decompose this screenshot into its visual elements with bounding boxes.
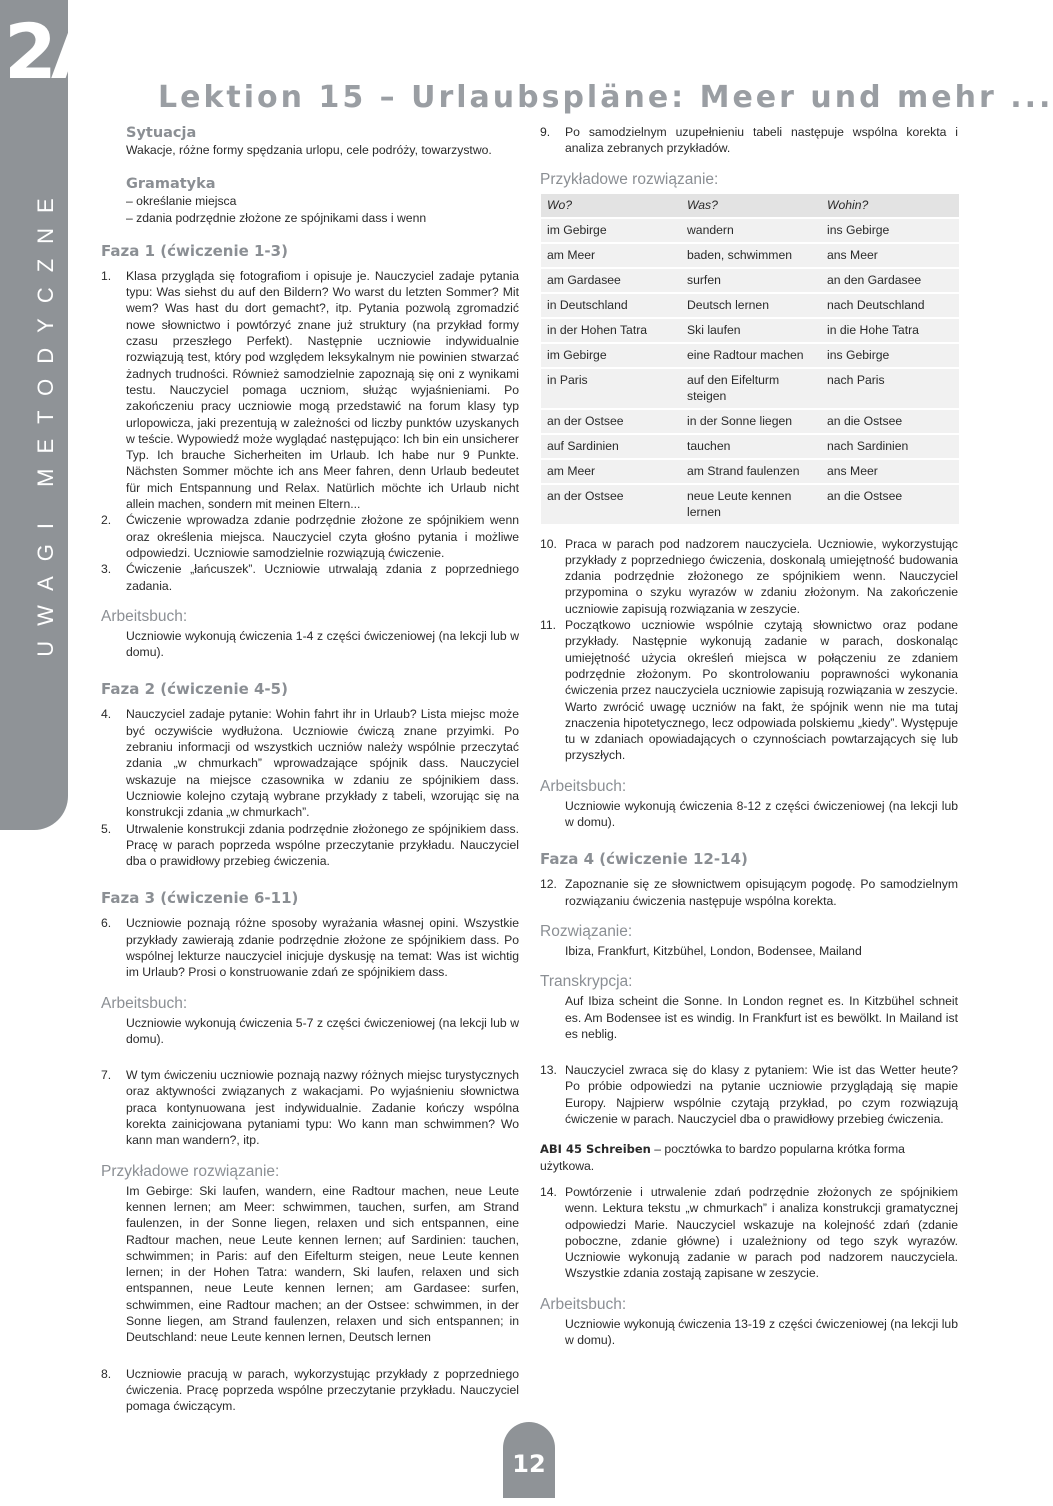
- item-text: Początkowo uczniowie wspólnie czytają słownictwo oraz podane przykłady. Następnie wykonują zadanie w parach, doskonaląc umiejętność użycia określeń miejsca w połączeniu ze zdaniem podrzędnie złożonym. Po skontrolowaniu poprawności wykonania ćwiczenia przez nauczyciela uczniowie zapisują rozwiązania w zeszycie. Warto zwrócić uwagę uczniów na fakt, że spójnik wenn nie ma tutaj znaczenia hipotetycznego, lecz odpowiada polskiemu „kiedy”. Występuje tu w zdaniach opowiadających o czynnościach powtarzających się lub przyszłych.: [565, 618, 958, 763]
- sidebar-vertical-label: UWAGI METODYCZNE: [33, 183, 58, 657]
- arbeitsbuch-text: Uczniowie wykonują ćwiczenia 5-7 z części ćwiczeniowej (na lekcji lub w domu).: [126, 1015, 519, 1046]
- table-cell: in die Hohe Tatra: [821, 318, 959, 343]
- table-cell: auf den Eifelturm steigen: [681, 368, 821, 409]
- faza4-heading: Faza 4 (ćwiczenie 12-14): [540, 850, 748, 869]
- table-row: [541, 243, 959, 268]
- item-number: 4.: [101, 707, 112, 722]
- przyk-heading: Przykładowe rozwiązanie:: [540, 170, 719, 188]
- table-header-cell: Wo?: [541, 194, 681, 218]
- table-cell: ans Meer: [821, 459, 959, 484]
- list-item: [101, 706, 519, 820]
- list-item: [101, 561, 519, 594]
- table-cell: im Gebirge: [541, 343, 681, 368]
- table-header-row: [541, 194, 959, 218]
- table-cell: wandern: [681, 218, 821, 243]
- table-row: [541, 218, 959, 243]
- przyk-text: Im Gebirge: Ski laufen, wandern, eine Radtour machen, neue Leute kennen lernen; am Meer: schwimmen, tauchen, surfen, am Strand faulenzen, in der Sonne liegen, relaxen und sich entspannen, eine Radtour machen, neue Leute kennen lernen; auf Sardinien: tauchen, schwimmen; in Paris: auf den Eifelturm steigen, neue Leute kennen lernen; in der Hohen Tatra: wandern, Ski laufen, relaxen und sich entspannen, neue Leute kennen lernen; am Gardasee: surfen, schwimmen, eine Radtour machen; an der Ostsee: schwimmen, in der Sonne liegen, am Strand faulenzen, relaxen und sich entspannen; in Deutschland: neue Leute kennen lernen, Deutsch lernen: [126, 1183, 519, 1345]
- table-row: [541, 434, 959, 459]
- table-cell: ins Gebirge: [821, 218, 959, 243]
- item-text: Utrwalenie konstrukcji zdania podrzędnie złożonego ze spójnikiem dass. Pracę w parach poprzeda wspólne przeczytanie przykładu. Nauczyciel dba o prawidłowy przebieg ćwiczenia.: [126, 821, 519, 869]
- list-item: [101, 268, 519, 512]
- item-number: 3.: [101, 562, 112, 577]
- page-number: 12: [503, 1422, 555, 1498]
- arbeitsbuch-text: Uczniowie wykonują ćwiczenia 13-19 z części ćwiczeniowej (na lekcji lub w domu).: [565, 1316, 958, 1347]
- gramatyka-item: – zdania podrzędnie złożone ze spójnikami dass i wenn: [126, 210, 427, 225]
- abi-text: – pocztówka to bardzo popularna krótka forma użytkowa.: [540, 1142, 905, 1173]
- item-number: 11.: [540, 618, 557, 633]
- item-number: 8.: [101, 1366, 112, 1381]
- list-item: [101, 1366, 519, 1415]
- table-cell: am Strand faulenzen: [681, 459, 821, 484]
- list-item: [540, 124, 958, 157]
- table-cell: an der Ostsee: [541, 484, 681, 525]
- item-number: 5.: [101, 821, 112, 836]
- abi-label: ABI 45 Schreiben: [540, 1142, 651, 1157]
- item-number: 9.: [540, 125, 551, 139]
- item-number: 12.: [540, 877, 557, 892]
- table-cell: ins Gebirge: [821, 343, 959, 368]
- list-item: [540, 1062, 958, 1127]
- item-number: 7.: [101, 1068, 112, 1083]
- item-text: Nauczyciel zwraca się do klasy z pytaniem: Wie ist das Wetter heute? Po próbie odpowiedzi na pytanie uczniowie przyglądają się mapie Europy. Najpierw wspólnie czytają przykład, po czym rozwiązują ćwiczenie w parach. Nauczyciel dba o prawidłowy przebieg ćwiczenia.: [565, 1063, 958, 1127]
- item-text: Uczniowie pracują w parach, wykorzystując przykłady z poprzedniego ćwiczenia. Pracę poprzeda wspólne przeczytanie przykładu. Nauczyciel pomaga ćwiczącym.: [126, 1366, 519, 1414]
- table-cell: neue Leute kennen lernen: [681, 484, 821, 525]
- table-cell: am Meer: [541, 459, 681, 484]
- item-text: W tym ćwiczeniu uczniowie poznają nazwy różnych miejsc turystycznych oraz aktywności związanych z wakacjami. Po wyjaśnieniu słownictwa praca kontynuowana jest indywidualnie. Zadanie kończy wspólna korekta zainicjowana pytaniami typu: Wo kann man schwimmen? Wo kann man wandern?, itp.: [126, 1068, 519, 1148]
- chapter-code: 2A: [4, 7, 104, 96]
- table-cell: nach Deutschland: [821, 293, 959, 318]
- left-column: [101, 124, 519, 1415]
- item-text: Powtórzenie i utrwalenie zdań podrzędnie złożonych ze spójnikiem wenn. Lektura tekstu „w chmurkach” i analiza konstrukcji gramatycznej odpowiedzi Marie. Nauczyciel wskazuje na kolejność zdań (zdanie poboczne, zdanie główne) i uzależniony od tego szyk wyrazów. Uczniowie wykonują zadanie w parach pod nadzorem nauczyciela. Wszystkie zdania zostają zapisane w zeszycie.: [565, 1184, 958, 1281]
- list-item: [540, 617, 958, 764]
- item-text: Praca w parach pod nadzorem nauczyciela. Uczniowie, wykorzystując przykłady z poprzedniego ćwiczenia, doskonalą umiejętność budowania zdania podrzędnie złożonego ze spójnikiem wenn. Nauczyciel przypomina o szyku wyrazów w zdaniu złożonym. Na zakończenie uczniowie zapisują rozwiązania w zeszycie.: [565, 536, 958, 616]
- list-item: [540, 1184, 958, 1282]
- gramatyka-heading: Gramatyka: [126, 176, 216, 193]
- table-cell: am Meer: [541, 243, 681, 268]
- table-cell: in der Sonne liegen: [681, 409, 821, 434]
- list-item: [540, 536, 958, 617]
- faza2-heading: Faza 2 (ćwiczenie 4-5): [101, 680, 288, 699]
- faza3-heading: Faza 3 (ćwiczenie 6-11): [101, 889, 299, 908]
- abi-note: [540, 1141, 958, 1174]
- table-cell: eine Radtour machen: [681, 343, 821, 368]
- transkrypcja-heading: Transkrypcja:: [540, 973, 633, 991]
- table-row: [541, 268, 959, 293]
- solution-table: [541, 194, 959, 526]
- table-cell: an den Gardasee: [821, 268, 959, 293]
- item-text: Nauczyciel zadaje pytanie: Wohin fahrt ihr in Urlaub? Lista miejsc może być oczywiście wydłużona. Uczniowie ćwiczą znane przyimki. Po zebraniu informacji od wszystkich uczniów należy wspólnie przeczytać zdania „w chmurkach” wprowadzające spójnik dass. Nauczyciel wskazuje na miejsce czasownika w zdaniu ze spójnikiem dass. Uczniowie kolejno czytają wybrane przykłady z tabeli, wzorując się na konstrukcji zdania „w chmurkach”.: [126, 707, 519, 820]
- gramatyka-item: – określanie miejsca: [126, 194, 237, 209]
- table-row: [541, 318, 959, 343]
- table-cell: in Paris: [541, 368, 681, 409]
- sytuacja-heading: Sytuacja: [126, 125, 197, 141]
- rozwiazanie-heading: Rozwiązanie:: [540, 922, 633, 940]
- przyk-heading: Przykładowe rozwiązanie:: [101, 1162, 280, 1180]
- table-cell: nach Sardinien: [821, 434, 959, 459]
- table-cell: baden, schwimmen: [681, 243, 821, 268]
- item-number: 10.: [540, 536, 557, 551]
- table-cell: im Gebirge: [541, 218, 681, 243]
- arbeitsbuch-text: Uczniowie wykonują ćwiczenia 1-4 z części ćwiczeniowej (na lekcji lub w domu).: [126, 628, 519, 660]
- page-title: Lektion 15 – Urlaubspläne: Meer und mehr ...: [158, 80, 1053, 115]
- item-number: 2.: [101, 513, 112, 528]
- table-cell: tauchen: [681, 434, 821, 459]
- right-column: [540, 124, 958, 1348]
- transkrypcja-text: Auf Ibiza scheint die Sonne. In London regnet es. In Kitzbühel schneit es. Am Bodensee ist es windig. In Frankfurt ist es bewölkt. In Mailand ist es neblig.: [565, 994, 958, 1041]
- list-item: [101, 1067, 519, 1148]
- arbeitsbuch-heading: Arbeitsbuch:: [101, 994, 188, 1012]
- item-text: Uczniowie poznają różne sposoby wyrażania własnej opini. Wszystkie przykłady zawierają zdanie podrzędnie złożone ze spójnikiem dass. Po wspólnej lekturze nauczyciel inicjuje dyskusję na temat: Was ist wichtig im Urlaub? Prosi o konstruowanie zdań ze spójnikiem dass.: [126, 916, 519, 980]
- table-cell: in Deutschland: [541, 293, 681, 318]
- list-item: [101, 915, 519, 980]
- table-header-cell: Was?: [681, 194, 821, 218]
- arbeitsbuch-heading: Arbeitsbuch:: [540, 777, 627, 795]
- list-item: [101, 821, 519, 870]
- item-number: 6.: [101, 916, 112, 931]
- table-cell: Deutsch lernen: [681, 293, 821, 318]
- sytuacja-text: Wakacje, różne formy spędzania urlopu, cele podróży, towarzystwo.: [126, 143, 492, 157]
- table-cell: Ski laufen: [681, 318, 821, 343]
- sidebar-band: [0, 0, 104, 830]
- list-item: [540, 876, 958, 909]
- table-cell: an der Ostsee: [541, 409, 681, 434]
- table-row: [541, 409, 959, 434]
- table-row: [541, 293, 959, 318]
- faza1-heading: Faza 1 (ćwiczenie 1-3): [101, 241, 288, 260]
- table-cell: nach Paris: [821, 368, 959, 409]
- item-number: 14.: [540, 1184, 557, 1199]
- item-number: 13.: [540, 1063, 557, 1078]
- rozwiazanie-text: Ibiza, Frankfurt, Kitzbühel, London, Bodensee, Mailand: [565, 943, 862, 958]
- arbeitsbuch-heading: Arbeitsbuch:: [540, 1295, 627, 1313]
- list-item: [101, 512, 519, 561]
- table-row: [541, 484, 959, 525]
- table-cell: in der Hohen Tatra: [541, 318, 681, 343]
- table-cell: auf Sardinien: [541, 434, 681, 459]
- arbeitsbuch-text: Uczniowie wykonują ćwiczenia 8-12 z części ćwiczeniowej (na lekcji lub w domu).: [565, 798, 958, 830]
- table-row: [541, 368, 959, 409]
- table-cell: am Gardasee: [541, 268, 681, 293]
- item-text: Zapoznanie się ze słownictwem opisującym pogodę. Po samodzielnym rozwiązaniu ćwiczenia następuje wspólna korekta.: [565, 877, 958, 908]
- item-number: 1.: [101, 268, 112, 283]
- item-text: Ćwiczenie „łańcuszek”. Uczniowie utrwalają zdania z poprzedniego zadania.: [126, 562, 519, 593]
- table-cell: surfen: [681, 268, 821, 293]
- table-cell: an die Ostsee: [821, 484, 959, 525]
- table-cell: ans Meer: [821, 243, 959, 268]
- item-text: Ćwiczenie wprowadza zdanie podrzędnie złożone ze spójnikiem wenn oraz określenia miejsca. Nauczyciel czyta głośno pytania i możliwe odpowiedzi. Uczniowie samodzielnie rozwiązują ćwiczenie.: [126, 513, 519, 560]
- item-text: Po samodzielnym uzupełnieniu tabeli następuje wspólna korekta i analiza zebranych przykładów.: [565, 125, 958, 156]
- table-cell: an die Ostsee: [821, 409, 959, 434]
- table-row: [541, 343, 959, 368]
- table-row: [541, 459, 959, 484]
- table-header-cell: Wohin?: [821, 194, 959, 218]
- item-text: Klasa przygląda się fotografiom i opisuje je. Nauczyciel zadaje pytania typu: Was siehst du auf den Bildern? Wo warst du letzten Sommer? Mit wem? Was hast du dort gemacht?, itp. Pytania pozwolą zgromadzić nowe słownictwo i powtórzyć znane już struktury (na przykład formy czasu przeszłego Perfekt). Następnie uczniowie indywidualnie rozwiązują test, który pod względem leksykalnym nie powinien stwarzać żadnych trudności. Również samodzielnie zapoznają się oni z wynikami testu. Nauczyciel pomaga uczniom, służąc wyjaśnieniami. Po zakończeniu pracy uczniowie mogą przedstawić na forum klasy typ urlopowicza, jaki prezentują w zależności od liczby punktów uzyskanych w teście. Wypowiedź może wyglądać następująco: Ich bin ein unsicherer Typ. Ich brauche Sicherheiten im Urlaub. Ich habe nur 9 Punkte. Nächsten Sommer möchte ich ans Meer fahren, denn Urlaub bedeutet für mich Entspannung und Relax. Natürlich möchte ich Urlaub nicht allein machen, sondern mit meinen Eltern...: [126, 268, 519, 512]
- arbeitsbuch-heading: Arbeitsbuch:: [101, 607, 188, 625]
